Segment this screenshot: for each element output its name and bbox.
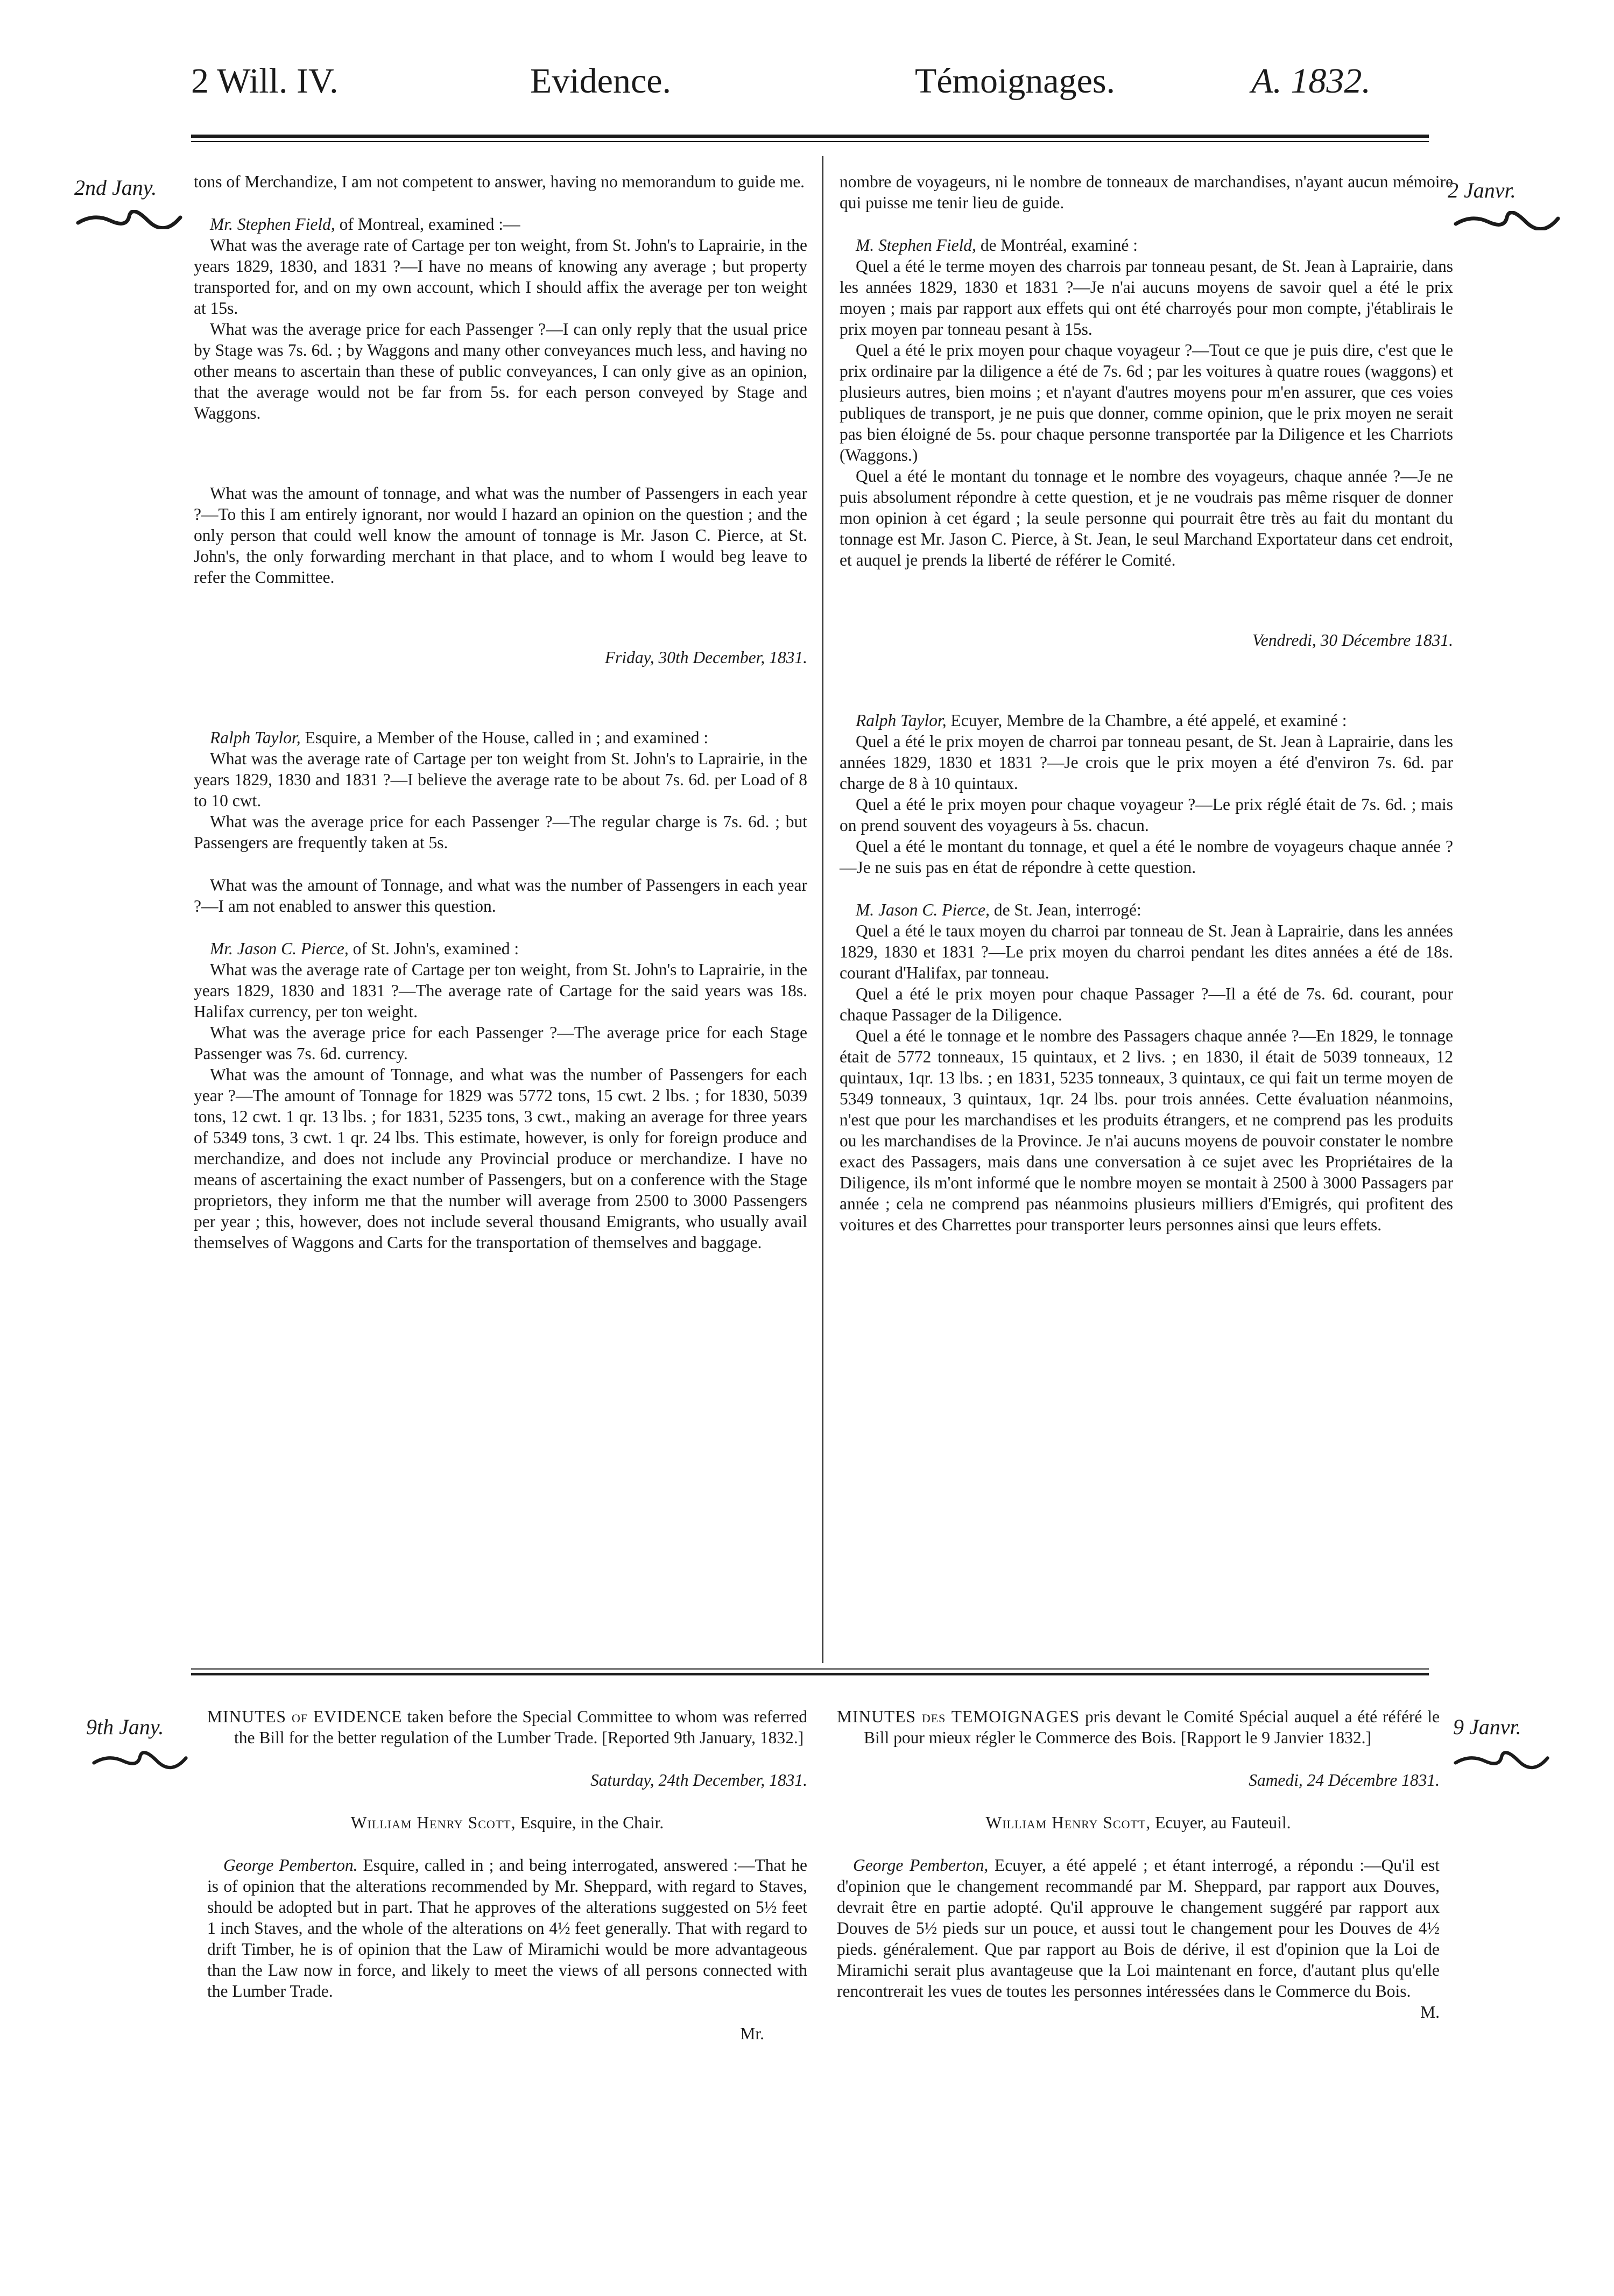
english-chair-text: Esquire, in the Chair.: [516, 1813, 664, 1832]
margin-flourish-left-2: [91, 1750, 188, 1770]
french-pierce-q3: Quel a été le tonnage et le nombre des Passagers chaque année ?—En 1829, le tonnage était de 5772 tonneaux, 15 quintaux, et 2 livs. ; en 1830, il était de 5039 tonneaux, 12 quintaux, 1qr. 13 lbs. ; en 1831, 5235 tonneaux, 3 quintaux, ce qui fait un terme moyen de 5349 tonneaux, 3 quintaux, 1qr. 24 lbs. pour trois années. Cette évaluation néanmoins, n'est que pour les marchandises et les produits étrangers, et ne comprend pas les produits ou les marchandises de la Province. Je n'ai aucuns moyens de pouvoir constater le nombre exact des Passagers, mais dans une conversation à ce sujet avec les Propriétaires de la Diligence, ils m'ont informé que le nombre moyen se montait à 2500 à 3000 Passagers par année ; cela ne comprend pas néanmoins plusieurs milliers d'Emigrés, qui profitent des voitures et des Charrettes pour transporter leurs personnes ainsi que leurs effets.: [840, 1026, 1453, 1234]
french-date-samedi: Samedi, 24 Décembre 1831.: [1249, 1771, 1440, 1790]
french-catchword: M.: [1420, 2003, 1440, 2022]
french-field-q3: Quel a été le montant du tonnage et le nombre des voyageurs, chaque année ?—Je ne puis absolument répondre à cette question, et je ne voudrais pas même risquer de donner mon opinion à cet égard ; la seule personne qui pourrait être très au fait du montant du tonnage est Mr. Jason C. Pierce, à St. Jean, le seul Marchand Exportateur dans cet endroit, et auquel je prends la liberté de référer le Comité.: [840, 467, 1453, 569]
english-taylor-q3: What was the amount of Tonnage, and what was the number of Passengers in each year ?—I am not enabled to answer this question.: [194, 876, 807, 915]
french-pemberton-text: Ecuyer, a été appelé ; et étant interrogé, a répondu :—Qu'il est d'opinion que le changement recommandé par M. Sheppard, par rapport aux Douves, devrait être en partie adopté. Qu'il approuve le changement suggéré par rapport aux Douves de 5½ pieds sur un pouce, et aussi tout le changement pour les Douves de 4½ pieds. généralement. Que par rapport au Bois de dérive, il est d'opinion que la Loi de Miramichi serait plus avantageuse que la Loi maintenant en force, d'autant plus qu'elle rencontrerait les vues de toutes les personnes intéressées dans le Commerce du Bois.: [837, 1856, 1440, 2001]
english-pierce-intro-text: of St. John's, examined :: [348, 939, 519, 958]
english-date-friday: Friday, 30th December, 1831.: [604, 648, 807, 667]
english-taylor-intro: [194, 727, 807, 748]
english-column-lower: [207, 1706, 807, 2044]
english-catchword: Mr.: [740, 2024, 764, 2043]
french-chair-name: William Henry Scott,: [985, 1813, 1151, 1832]
english-field-q2: What was the average price for each Passenger ?—I can only reply that the usual price by Stage was 7s. 6d. ; by Waggons and many other conveyances much less, and having no other means to ascertain than these of public conveyances, I can only give as an opinion, that the average would not be far from 5s. for each person conveyed by Stage and Waggons.: [194, 320, 807, 422]
margin-date-right-2: 9 Janvr.: [1453, 1715, 1521, 1739]
french-minutes-heading: [837, 1706, 1440, 1748]
margin-flourish-right-2: [1453, 1750, 1550, 1770]
english-taylor-intro-text: Esquire, a Member of the House, called in ; and examined :: [300, 728, 709, 747]
french-taylor-intro-text: Ecuyer, Membre de la Chambre, a été appelé, et examiné :: [946, 711, 1347, 730]
french-minutes-text: pris devant le Comité Spécial auquel a été référé le Bill pour mieux régler le Commerce des Bois. [Rapport le 9 Janvier 1832.]: [864, 1707, 1440, 1747]
english-date-saturday: Saturday, 24th December, 1831.: [590, 1771, 807, 1790]
english-chair-name: William Henry Scott,: [350, 1813, 516, 1832]
english-minutes-title: MINUTES of EVIDENCE: [207, 1707, 403, 1726]
margin-flourish-left-1: [75, 210, 183, 229]
english-pemberton-text: Esquire, called in ; and being interrogated, answered :—That he is of opinion that the alterations recommended by Mr. Sheppard, with regard to Staves, should be adopted but in part. That he approves of the alterations suggested on 5½ feet 1 inch Staves, and the whole of the alterations on 4½ feet generally. That with regard to drift Timber, he is of opinion that the Law of Miramichi would be more advantageous than the Law now in force, and likely to meet the views of all persons connected with the Lumber Trade.: [207, 1856, 807, 2001]
english-pierce-q3: What was the amount of Tonnage, and what was the number of Passengers for each year ?—The amount of Tonnage for 1829 was 5772 tons, 15 cwt. 2 lbs. ; for 1830, 5039 tons, 12 cwt. 1 qr. 13 lbs. ; for 1831, 5235 tons, 3 cwt., making an average for three years of 5349 tons, 3 cwt. 1 qr. 24 lbs. This estimate, however, is only for foreign produce and merchandize, and does not include any Provincial produce or merchandize. I have no means of ascertaining the exact number of Passengers, but on a conference with the Stage proprietors, they inform me that the number will average from 2500 to 3000 Passengers per year ; this, however, does not include several thousand Emigrants, who usually avail themselves of Waggons and Carts for the transportation of themselves and baggage.: [194, 1065, 807, 1252]
header-year: A. 1832.: [1251, 61, 1371, 101]
section-rule-thin: [191, 1668, 1429, 1670]
margin-flourish-right-1: [1453, 211, 1561, 230]
french-pierce-q2: Quel a été le prix moyen pour chaque Passager ?—Il a été de 7s. 6d. courant, pour chaque Passager de la Diligence.: [840, 984, 1453, 1024]
english-field-intro-text: of Montreal, examined :—: [335, 215, 520, 234]
margin-date-left-1: 2nd Jany.: [74, 175, 157, 200]
english-taylor-name: Ralph Taylor,: [210, 728, 301, 747]
english-chair: [207, 1812, 807, 1833]
header-rule-thick: [191, 135, 1429, 138]
french-field-q2: Quel a été le prix moyen pour chaque voyageur ?—Tout ce que je puis dire, c'est que le prix ordinaire par la diligence a été de 7s. 6d ; par les voitures à quatre roues (waggons) et plusieurs autres, bien moins ; et n'ayant d'autres moyens pour m'en assurer, que ces voies publiques de transport, je ne puis que donner, comme opinion, que le prix moyen ne serait pas bien éloigné de 5s. pour chaque personne transportée par la Diligence et les Charriots (Waggons.): [840, 341, 1453, 464]
english-pemberton: [207, 1855, 807, 2002]
french-minutes-title: MINUTES des TEMOIGNAGES: [837, 1707, 1080, 1726]
french-column-upper: [840, 171, 1453, 1235]
column-divider: [822, 156, 823, 1663]
margin-date-left-2: 9th Jany.: [86, 1715, 164, 1739]
french-taylor-q1: Quel a été le prix moyen de charroi par tonneau pesant, de St. Jean à Laprairie, dans les années 1829, 1830 et 1831 ?—Je crois que le prix moyen a été d'environ 7s. 6d. par charge de 8 à 10 quintaux.: [840, 732, 1453, 793]
english-field-q3: What was the amount of tonnage, and what was the number of Passengers in each year ?—To this I am entirely ignorant, nor would I hazard an opinion on the question ; and the only person that could well know the amount of tonnage is Mr. Jason C. Pierce, at St. John's, the only forwarding merchant in that place, and to whom I would beg leave to refer the Committee.: [194, 484, 807, 587]
french-date-vendredi: Vendredi, 30 Décembre 1831.: [1252, 631, 1453, 650]
french-field-name: M. Stephen Field,: [856, 236, 976, 255]
french-continuation: nombre de voyageurs, ni le nombre de tonneaux de marchandises, n'ayant aucun mémoire qui puisse me tenir lieu de guide.: [840, 172, 1453, 212]
french-pierce-intro: [840, 899, 1453, 920]
english-continuation: tons of Merchandize, I am not competent to answer, having no memorandum to guide me.: [194, 172, 805, 191]
english-minutes-text: taken before the Special Committee to whom was referred the Bill for the better regulation of the Lumber Trade. [Reported 9th January, 1832.]: [234, 1707, 807, 1747]
english-pierce-q1: What was the average rate of Cartage per ton weight, from St. John's to Laprairie, in the years 1829, 1830 and 1831 ?—The average rate of Cartage for the said years was 18s. Halifax currency, per ton weight.: [194, 960, 807, 1021]
english-field-name: Mr. Stephen Field,: [210, 215, 335, 234]
french-column-lower: [837, 1706, 1440, 2023]
french-pierce-name: M. Jason C. Pierce,: [856, 900, 990, 919]
header-title-french: Témoignages.: [915, 61, 1116, 101]
english-pierce-intro: [194, 938, 807, 959]
english-pierce-q2: What was the average price for each Passenger ?—The average price for each Stage Passenger was 7s. 6d. currency.: [194, 1023, 807, 1063]
header-rule-thin: [191, 141, 1429, 142]
section-rule-thick: [191, 1673, 1429, 1675]
english-minutes-heading: [207, 1706, 807, 1748]
french-pemberton: [837, 1855, 1440, 2002]
french-pierce-intro-text: de St. Jean, interrogé:: [990, 900, 1141, 919]
french-chair-text: Ecuyer, au Fauteuil.: [1151, 1813, 1291, 1832]
french-taylor-intro: [840, 710, 1453, 731]
margin-date-right-1: 2 Janvr.: [1448, 178, 1516, 202]
regnal-year: 2 Will. IV.: [191, 61, 339, 101]
french-field-q1: Quel a été le terme moyen des charrois par tonneau pesant, de St. Jean à Laprairie, dans les années 1829, 1830 et 1831 ?—Je n'ai aucuns moyens de savoir quel a été le prix moyen ; mais par rapport aux effets qui ont été charroyés pour mon compte, j'établirais le prix moyen par tonneau pesant à 15s.: [840, 257, 1453, 339]
header-title-english: Evidence.: [530, 61, 672, 101]
english-taylor-q2: What was the average price for each Passenger ?—The regular charge is 7s. 6d. ; but Passengers are frequently taken at 5s.: [194, 812, 807, 852]
english-taylor-q1: What was the average rate of Cartage per ton weight from St. John's to Laprairie, in the years 1829, 1830 and 1831 ?—I believe the average rate to be about 7s. 6d. per Load of 8 to 10 cwt.: [194, 749, 807, 810]
english-pemberton-name: George Pemberton.: [223, 1856, 358, 1875]
french-taylor-q2: Quel a été le prix moyen pour chaque voyageur ?—Le prix réglé était de 7s. 6d. ; mais on prend souvent des voyageurs à 5s. chacun.: [840, 795, 1453, 835]
french-pemberton-name: George Pemberton,: [853, 1856, 989, 1875]
french-taylor-name: Ralph Taylor,: [856, 711, 947, 730]
english-field-q1: What was the average rate of Cartage per ton weight, from St. John's to Laprairie, in the years 1829, 1830, and 1831 ?—I have no means of knowing any average ; but property transported for, and on my own account, which I should affix the average per ton weight at 15s.: [194, 236, 807, 318]
french-pierce-q1: Quel a été le taux moyen du charroi par tonneau de St. Jean à Laprairie, dans les années 1829, 1830 et 1831 ?—Le prix moyen du charroi pendant les dites années a été de 18s. courant d'Halifax, par tonneau.: [840, 921, 1453, 982]
french-field-intro-text: de Montréal, examiné :: [976, 236, 1138, 255]
english-field-intro: [194, 214, 807, 235]
french-chair: [837, 1812, 1440, 1833]
english-column-upper: [194, 171, 807, 1253]
french-field-intro: [840, 235, 1453, 256]
english-pierce-name: Mr. Jason C. Pierce,: [210, 939, 349, 958]
french-taylor-q3: Quel a été le montant du tonnage, et quel a été le nombre de voyageurs chaque année ?—Je ne suis pas en état de répondre à cette question.: [840, 837, 1453, 877]
